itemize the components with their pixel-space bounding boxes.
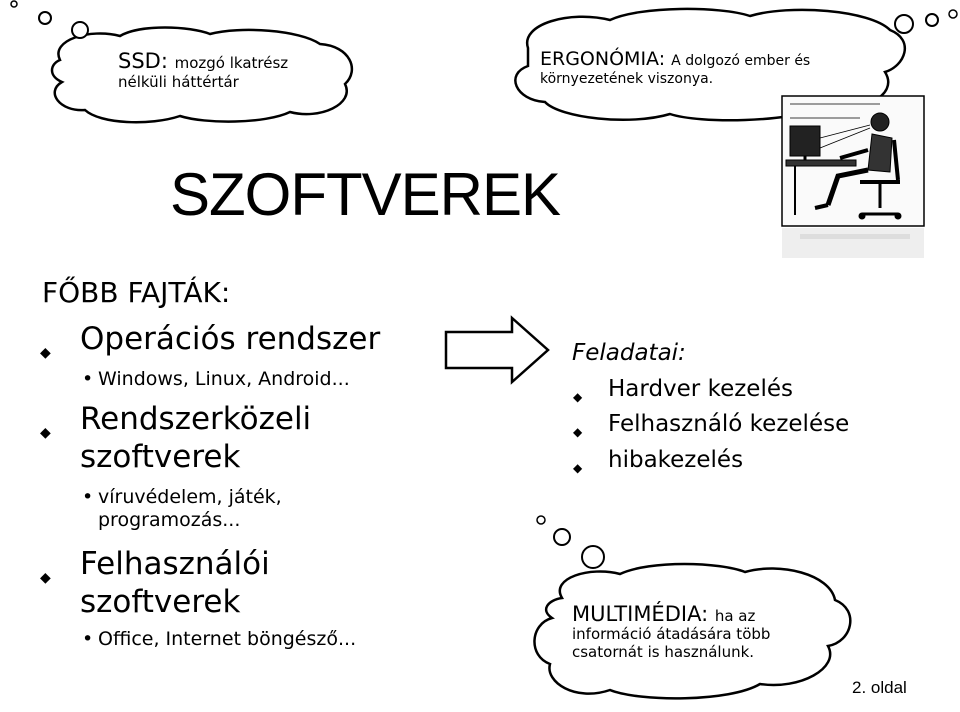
task-item [573,446,744,475]
task-label: Hardver kezelés [608,376,793,402]
multimedia-def-line2: információ átadására több [572,625,771,643]
ergonomia-definition: A dolgozó ember és környezetének viszonya. [540,53,811,87]
ergonomia-bubble-text [540,50,880,88]
task-label: Felhasználó kezelése [608,411,850,437]
task-item [573,410,850,439]
task-label: hibakezelés [608,447,744,473]
page-title: SZOFTVEREK [170,161,561,228]
multimedia-def-line1: ha az [714,607,756,625]
category-example [82,628,357,651]
diamond-bullet-icon: ◆ [573,461,583,475]
ssd-sep: : [160,49,175,73]
category-name-line1: Felhasználói [80,546,270,582]
category-example [82,486,282,532]
example-text: Office, Internet böngésző... [98,628,357,650]
tasks-heading: Feladatai: [572,340,686,366]
multimedia-bubble-text [572,602,817,661]
page-number: 2. oldal [852,678,907,697]
diamond-bullet-icon: ◆ [40,570,51,586]
diamond-bullet-icon: ◆ [573,390,583,404]
round-bullet-icon: • [82,368,94,390]
category-name: Operációs rendszer [80,321,381,357]
ergonomia-term: ERGONÓMIA [540,48,659,70]
right-arrow-icon [446,318,548,382]
ergonomia-sep: : [658,48,672,70]
example-line1: víruvédelem, játék, [98,486,282,508]
ssd-bubble-text [118,49,328,92]
ergonomics-illustration [782,96,924,258]
multimedia-sep: : [701,602,715,626]
example-text: Windows, Linux, Android... [98,368,350,390]
category-user-software [40,545,270,621]
category-name-line1: Rendszerközeli [80,401,312,437]
diamond-bullet-icon: ◆ [40,345,51,361]
category-example [82,368,350,391]
multimedia-def-line3: csatornát is használunk. [572,643,755,661]
diamond-bullet-icon: ◆ [40,425,51,441]
ssd-term: SSD [118,49,161,73]
category-system-software [40,400,312,476]
category-name-line2: szoftverek [80,439,241,475]
category-operating-system [40,320,381,361]
multimedia-term: MULTIMÉDIA [572,602,702,626]
diamond-bullet-icon: ◆ [573,425,583,439]
task-item [573,375,793,404]
ssd-definition: mozgó lkatrész nélküli háttértár [118,54,289,91]
example-line2: programozás... [98,509,241,531]
kinds-heading: FŐBB FAJTÁK: [42,276,231,309]
category-name-line2: szoftverek [80,584,241,620]
round-bullet-icon: • [82,628,94,650]
round-bullet-icon: • [82,486,94,508]
